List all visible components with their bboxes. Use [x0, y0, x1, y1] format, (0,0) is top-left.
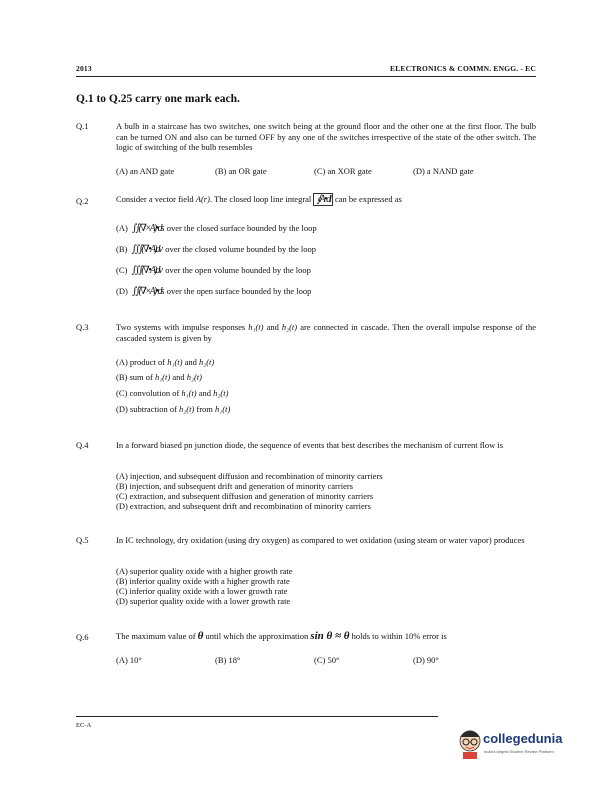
q5-option-d: (D) superior quality oxide with a lower growth rate	[116, 596, 291, 606]
q4-option-b: (B) injection, and subsequent drift and generation of minority carriers	[116, 481, 353, 491]
q2-integral: ∮A • dl	[313, 193, 332, 206]
q2-field: A(r)	[195, 194, 210, 204]
question-number-2: Q.2	[76, 196, 89, 206]
question-text-1: A bulb in a staircase has two switches, one switch being at the ground floor and the other one at the first floor. The bulb can be turned ON and also can be turned OFF by any one of the switches irrespective of the state of the other switch. The logic of switching of the bulb resembles	[116, 121, 536, 152]
question-number-3: Q.3	[76, 322, 89, 332]
footer-code: EC-A	[76, 722, 92, 729]
q4-option-c: (C) extraction, and subsequent diffusion and generation of minority carriers	[116, 491, 374, 501]
q2-option-a: (A) ∬(∇×A) • ds over the closed surface bounded by the loop	[116, 223, 317, 234]
logo-tagline: India's largest Student Review Platform	[484, 749, 554, 754]
question-text-5: In IC technology, dry oxidation (using dry oxygen) as compared to wet oxidation (using steam or water vapor) produces	[116, 535, 525, 545]
header-year: 2013	[76, 64, 92, 73]
q2-option-a-expr: ∬(∇×A) • ds	[132, 223, 163, 234]
question-text-4: In a forward biased pn junction diode, the sequence of events that best describes the mechanism of current flow is	[116, 440, 504, 450]
question-text-3: Two systems with impulse responses h₁(t) and h₂(t) are connected in cascade. Then the overall impulse response of the cascaded system is given by	[116, 322, 537, 343]
q4-option-d: (D) extraction, and subsequent drift and recombination of minority carriers	[116, 501, 371, 511]
section-title: Q.1 to Q.25 carry one mark each.	[76, 93, 240, 105]
q6-approx: sin θ ≈ θ	[310, 630, 350, 642]
q3-option-a: (A) product of h₁(t) and h₂(t)	[116, 357, 215, 367]
footer-divider	[76, 716, 438, 717]
q6-theta: θ	[197, 630, 204, 642]
q2-option-b-expr: ∭(∇ • A)dv	[131, 244, 161, 255]
q3-h2: h₂(t)	[281, 322, 298, 332]
q2-text-mid: . The closed loop line integral	[209, 194, 312, 204]
q3-option-b: (B) sum of h₁(t) and h₂(t)	[116, 372, 202, 382]
q1-option-d: (D) a NAND gate	[413, 166, 474, 176]
q1-option-b: (B) an OR gate	[215, 166, 267, 176]
q6-option-c: (C) 50°	[314, 655, 340, 665]
logo-wordmark: collegedunia	[483, 731, 563, 746]
q3-option-c: (C) convolution of h₁(t) and h₂(t)	[116, 388, 229, 398]
q1-option-a: (A) an AND gate	[116, 166, 175, 176]
q2-option-b: (B) ∭(∇ • A)dv over the closed volume bounded by the loop	[116, 244, 317, 255]
question-number-6: Q.6	[76, 632, 89, 642]
question-text-6: The maximum value of θ until which the approximation sin θ ≈ θ holds to within 10% error is	[116, 630, 447, 642]
q1-option-c: (C) an XOR gate	[314, 166, 372, 176]
question-text-2	[116, 194, 402, 205]
q6-option-b: (B) 18°	[215, 655, 241, 665]
question-number-4: Q.4	[76, 440, 89, 450]
q6-option-d: (D) 90°	[413, 655, 439, 665]
q2-option-c: (C) ∭(∇ • A)dv over the open volume bounded by the loop	[116, 265, 311, 276]
header-paper-title: ELECTRONICS & COMMN. ENGG. - EC	[390, 64, 536, 73]
question-number-5: Q.5	[76, 535, 89, 545]
header-divider	[76, 76, 536, 77]
q6-option-a: (A) 10°	[116, 655, 142, 665]
q5-option-b: (B) inferior quality oxide with a higher growth rate	[116, 576, 290, 586]
q5-option-c: (C) inferior quality oxide with a lower growth rate	[116, 586, 288, 596]
q2-option-d-expr: ∬(∇×A) • ds	[132, 286, 163, 297]
q2-text-pre: Consider a vector field	[116, 194, 194, 204]
q3-h1: h₁(t)	[248, 322, 264, 332]
q5-option-a: (A) superior quality oxide with a higher growth rate	[116, 566, 293, 576]
q2-text-post: can be expressed as	[334, 194, 402, 204]
q3-option-d: (D) subtraction of h₂(t) from h₁(t)	[116, 404, 231, 414]
q2-option-d: (D) ∬(∇×A) • ds over the open surface bounded by the loop	[116, 286, 312, 297]
question-number-1: Q.1	[76, 121, 89, 131]
q4-option-a: (A) injection, and subsequent diffusion and recombination of minority carriers	[116, 471, 383, 481]
q2-option-c-expr: ∭(∇ • A)dv	[131, 265, 161, 276]
